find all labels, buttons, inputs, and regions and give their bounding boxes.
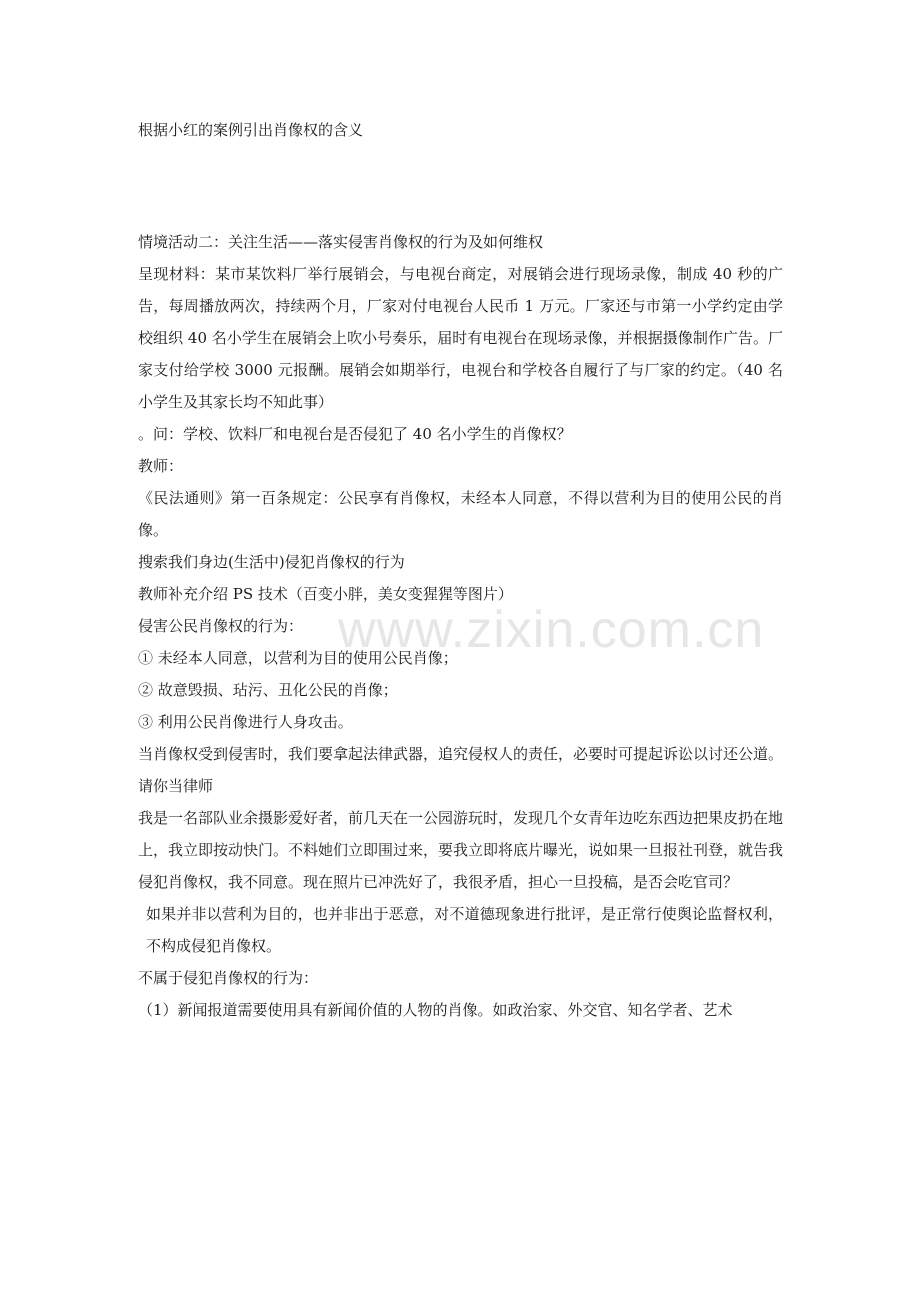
infringement-heading: 侵害公民肖像权的行为： <box>138 617 304 635</box>
non-infringement-heading: 不属于侵犯肖像权的行为： <box>138 969 319 987</box>
answer-paragraph: 如果并非以营利为目的，也并非出于恶意，对不道德现象进行批评，是正常行使舆论监督权利，不构成侵犯肖像权。 <box>146 905 783 955</box>
list-item: ① 未经本人同意，以营利为目的使用公民肖像； <box>138 649 458 667</box>
ps-technique-note: 教师补充介绍 PS 技术（百变小胖，美女变猩猩等图片） <box>138 585 513 603</box>
case-paragraph: 我是一名部队业余摄影爱好者，前几天在一公园游玩时，发现几个女青年边吃东西边把果皮扔在地上，我立即按动快门。不料她们立即围过来，要我立即将底片曝光，说如果一旦报社刊登，就告我侵犯肖像权，我不同意。现在照片已冲洗好了，我很矛盾，担心一旦投稿，是否会吃官司？ <box>138 809 784 891</box>
lawyer-prompt: 请你当律师 <box>138 777 214 795</box>
watermark-text: www.zixin.com.cn <box>338 601 765 659</box>
remedy-paragraph: 当肖像权受到侵害时，我们要拿起法律武器，追究侵权人的责任，必要时可提起诉讼以讨还公道。 <box>138 745 784 763</box>
list-item: （1）新闻报道需要使用具有新闻价值的人物的肖像。如政治家、外交官、知名学者、艺术 <box>138 1001 733 1019</box>
teacher-label: 教师： <box>138 457 184 475</box>
question-line: 。问：学校、饮料厂和电视台是否侵犯了 40 名小学生的肖像权？ <box>138 425 572 443</box>
search-prompt: 搜索我们身边(生活中)侵犯肖像权的行为 <box>138 553 405 571</box>
law-citation: 《民法通则》第一百条规定：公民享有肖像权，未经本人同意，不得以营利为目的使用公民的肖像。 <box>138 489 783 539</box>
list-item: ② 故意毁损、玷污、丑化公民的肖像； <box>138 681 398 699</box>
list-item: ③ 利用公民肖像进行人身攻击。 <box>138 713 353 731</box>
document-body <box>138 226 783 1026</box>
section-heading: 情境活动二：关注生活——落实侵害肖像权的行为及如何维权 <box>138 233 544 251</box>
intro-line: 根据小红的案例引出肖像权的含义 <box>138 121 364 139</box>
material-paragraph: 呈现材料：某市某饮料厂举行展销会，与电视台商定，对展销会进行现场录像，制成 40 秒的广告，每周播放两次，持续两个月，厂家对付电视台人民币 1 万元。厂家还与市第一小学约定由学校组织 40 名小学生在展销会上吹小号奏乐，届时有电视台在现场录像，并根据摄像制作广告。厂家支付给学校 3000 元报酬。展销会如期举行，电视台和学校各自履行了与厂家的约定。（40 名小学生及其家长均不知此事） <box>138 265 783 411</box>
